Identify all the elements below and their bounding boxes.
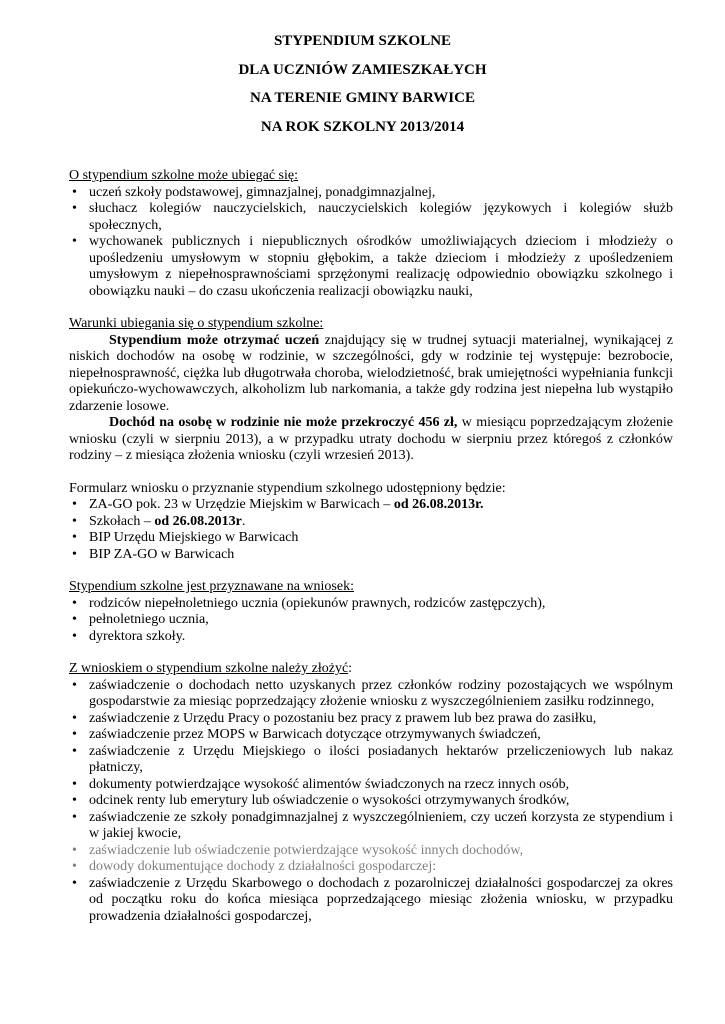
document-title (0, 34, 725, 148)
documents-list (69, 678, 673, 926)
list-item-text: ZA-GO pok. 23 w Urzędzie Miejskim w Barwicach – (89, 497, 394, 512)
bullet-icon: • (72, 710, 77, 726)
section-heading: Stypendium szkolne jest przyznawane na wniosek: (69, 579, 354, 594)
list-item-text: wychowanek publicznych i niepublicznych ośrodków umożliwiających dzieciom i młodzieży o upośledzeniu umysłowym w stopniu głębokim, a także dzieciom i młodzieży z upośledzeniem umysłowym z niepełnosprawnościami sprzężonymi realizację odpowiednio obowiązku szkolnego i obowiązku nauki – do czasu ukończenia realizacji obowiązku nauki, (89, 234, 673, 299)
list-item-text: BIP ZA-GO w Barwicach (89, 546, 235, 562)
conditions-bold-2: Dochód na osobę w rodzinie nie może przekroczyć 456 zł, (109, 415, 458, 430)
list-item-gray (69, 843, 673, 860)
list-item (69, 530, 673, 547)
bullet-icon: • (72, 595, 77, 611)
list-item-date: od 26.08.2013r (154, 513, 242, 529)
bullet-icon: • (72, 201, 77, 216)
list-item (69, 727, 673, 744)
conditions-bold-1: Stypendium może otrzymać uczeń (109, 332, 320, 348)
list-item (69, 810, 673, 843)
list-item-gray (69, 859, 673, 876)
list-item (69, 629, 673, 646)
list-item-text: zaświadczenie z Urzędu Pracy o pozostaniu bez pracy z prawem lub bez prawa do zasiłku, (89, 710, 597, 726)
title-line-2: DLA UCZNIÓW ZAMIESZKAŁYCH (238, 61, 487, 78)
bullet-icon: • (72, 184, 77, 200)
bullet-icon: • (72, 513, 77, 529)
application-list (69, 596, 673, 646)
list-item-text: uczeń szkoły podstawowej, gimnazjalnej, ponadgimnazjalnej, (89, 184, 436, 200)
list-item (69, 793, 673, 810)
list-item-text: zaświadczenie ze szkoły ponadgimnazjalnej z wyszczególnieniem, czy uczeń korzysta ze stypendium i w jakiej kwocie, (89, 809, 673, 841)
section-heading: Formularz wniosku o przyznanie stypendium szkolnego udostępniony będzie: (69, 480, 506, 496)
list-item-date: od 26.08.2013r. (393, 497, 484, 512)
conditions-paragraph-2 (69, 415, 673, 465)
form-list (69, 497, 673, 563)
list-item (69, 612, 673, 629)
list-item (69, 185, 673, 202)
title-line-1: STYPENDIUM SZKOLNE (273, 33, 452, 49)
section-heading: Warunki ubiegania się o stypendium szkolne: (69, 316, 324, 331)
bullet-icon: • (72, 530, 77, 545)
bullet-icon: • (72, 234, 77, 249)
bullet-icon: • (72, 842, 77, 858)
list-item-text: pełnoletniego ucznia, (89, 612, 209, 627)
bullet-icon: • (72, 875, 77, 891)
conditions-text-1: znajdujący się w trudnej sytuacji materialnej, wynikającej z niskich dochodów na osobę w rodzinie, w szczególności, gdy w rodzinie tej występuje: bezrobocie, niepełnosprawność, ciężka lub długotrwała choroba, wielodzietność, brak umiejętności wypełniania funkcji opiekuńczo-wychowawczych, alkoholizm lub narkomania, a także gdy rodzina jest niepełna lub wystąpiło zdarzenie losowe. (69, 332, 674, 414)
section-heading: Z wnioskiem o stypendium szkolne należy złożyć (69, 661, 349, 676)
eligible-list (69, 185, 673, 301)
list-item-text: zaświadczenie przez MOPS w Barwicach dotyczące otrzymywanych świadczeń, (89, 727, 541, 742)
list-item-text: zaświadczenie lub oświadczenie potwierdzające wysokość innych dochodów, (89, 842, 524, 858)
list-item-text: zaświadczenie z Urzędu Miejskiego o ilości posiadanych hektarów przeliczeniowych lub nakaz płatniczy, (89, 743, 673, 775)
bullet-icon: • (72, 809, 77, 825)
list-item-text: słuchacz kolegiów nauczycielskich, nauczycielskich kolegiów językowych i kolegiów służb społecznych, (89, 201, 673, 233)
list-item (69, 497, 673, 514)
list-item (69, 777, 673, 794)
bullet-icon: • (72, 776, 77, 792)
list-item-text: Szkołach – (89, 513, 155, 529)
conditions-text-2: w miesiącu poprzedzającym złożenie wniosku (czyli w sierpniu 2013), a w przypadku utraty dochodu w sierpniu przez któregoś z członków rodziny – z miesiąca złożenia wniosku (czyli wrzesień 2013). (69, 415, 673, 463)
section-heading: O stypendium szkolne może ubiegać się: (69, 168, 298, 183)
section-conditions (69, 316, 673, 465)
document-body (69, 168, 673, 941)
title-line-3: NA TERENIE GMINY BARWICE (250, 90, 475, 106)
section-application (69, 579, 673, 645)
list-item (69, 234, 673, 300)
list-item (69, 876, 673, 926)
list-item (69, 678, 673, 711)
list-item (69, 547, 673, 564)
list-item (69, 201, 673, 234)
bullet-icon: • (72, 546, 77, 562)
conditions-paragraph-1 (69, 333, 673, 416)
bullet-icon: • (72, 743, 77, 759)
section-heading-end: : (348, 661, 353, 676)
section-documents (69, 661, 673, 925)
list-item-text: zaświadczenie z Urzędu Skarbowego o dochodach z pozarolniczej działalności gospodarczej za okres od początku roku do końca miesiąca poprzedzającego miesiąc złożenia wniosku, w przypadku prowadzenia działalności gospodarczej, (89, 875, 673, 924)
list-item-text: BIP Urzędu Miejskiego w Barwicach (89, 530, 299, 545)
list-item-text: zaświadczenie o dochodach netto uzyskanych przez członków rodziny pozostających we wspólnym gospodarstwie za miesiąc poprzedzający złożenie wniosku z wyszczególnieniem zasiłku rodzinnego, (89, 677, 673, 709)
list-item (69, 514, 673, 531)
title-line-4: NA ROK SZKOLNY 2013/2014 (260, 118, 465, 135)
list-item (69, 744, 673, 777)
section-eligible (69, 168, 673, 300)
list-item (69, 596, 673, 613)
list-item-text: dokumenty potwierdzające wysokość alimentów świadczonych na rzecz innych osób, (89, 776, 570, 792)
list-item-end: . (241, 513, 246, 529)
list-item (69, 711, 673, 728)
bullet-icon: • (72, 612, 77, 627)
list-item-text: rodziców niepełnoletniego ucznia (opiekunów prawnych, rodziców zastępczych), (89, 595, 546, 611)
bullet-icon: • (72, 628, 77, 644)
list-item-text: dyrektora szkoły. (89, 628, 186, 644)
section-form (69, 481, 673, 564)
list-item-text: odcinek renty lub emerytury lub oświadczenie o wysokości otrzymywanych środków, (89, 793, 570, 808)
bullet-icon: • (72, 793, 77, 808)
list-item-text: dowody dokumentujące dochody z działalności gospodarczej: (89, 859, 437, 874)
bullet-icon: • (72, 677, 77, 693)
bullet-icon: • (72, 727, 77, 742)
section-heading-wrapper (69, 661, 673, 678)
bullet-icon: • (72, 859, 77, 874)
bullet-icon: • (72, 497, 77, 512)
